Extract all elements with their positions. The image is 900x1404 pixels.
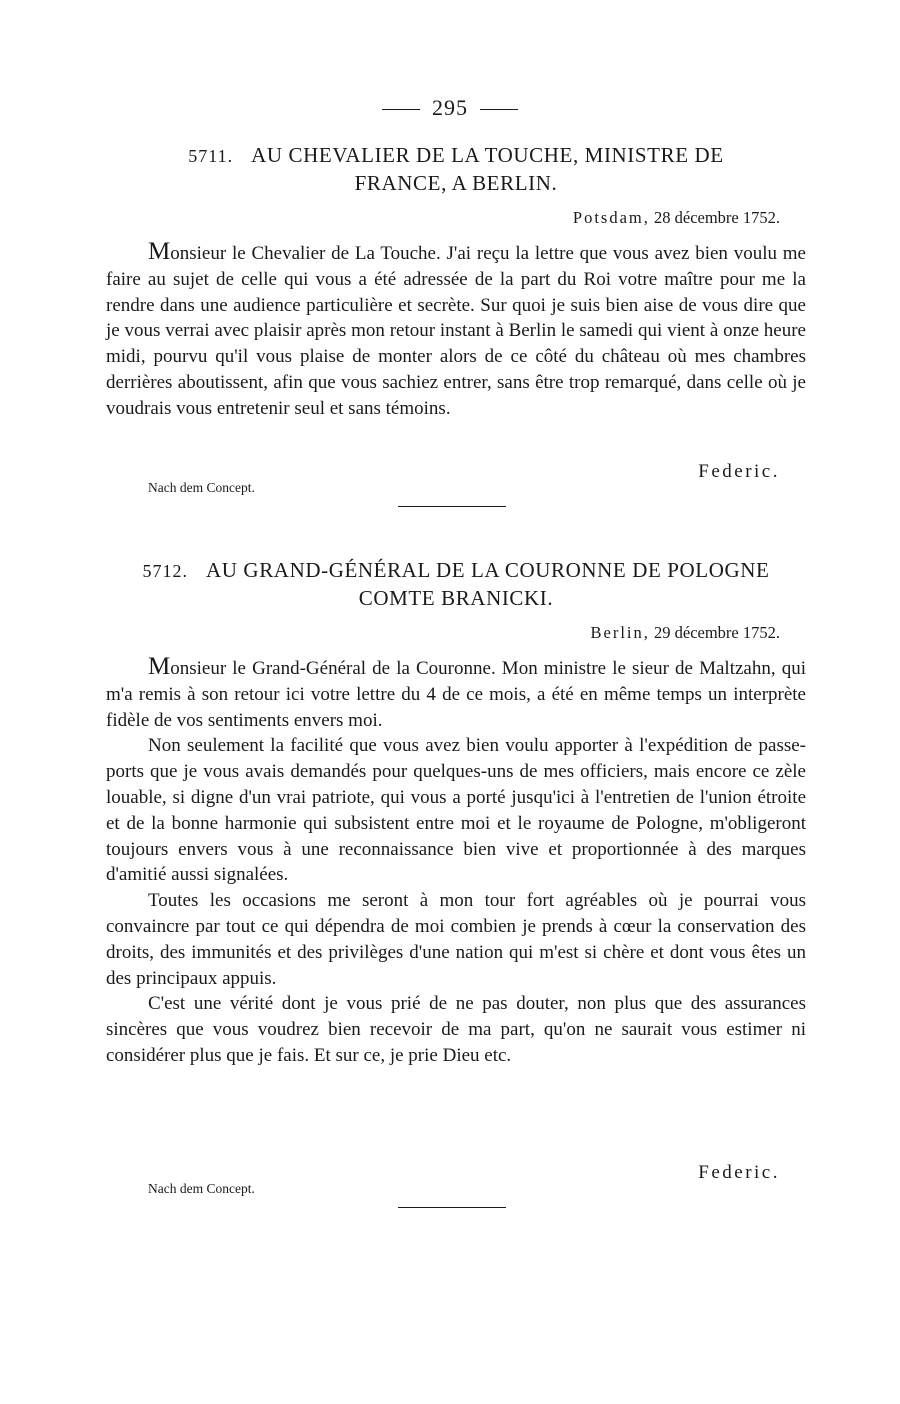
page-number-dash-left — [382, 109, 420, 110]
initial-letter: M — [148, 653, 171, 680]
initial-letter: M — [148, 238, 171, 265]
section-divider — [398, 1207, 506, 1208]
letter-heading-line-1 — [106, 557, 806, 585]
letter-heading-line-2: FRANCE, A BERLIN. — [354, 171, 558, 195]
paragraph-text: onsieur le Chevalier de La Touche. J'ai reçu la lettre que vous avez bien voulu me faire au sujet de celle qui vous a été adressée de la part du Roi votre maître pour me la rendre dans une audience particulière et secrète. Sur quoi je suis bien aise de vous dire que je vous verrai avec plaisir après mon retour instant à Berlin le samedi qui vient à onze heure midi, pourvu qu'il vous plaise de monter alors de ce côté du château où mes chambres derrières aboutissent, afin que vous sachiez entrer, sans être trop remarqué, dans celle où je voudrais vous entretenir seul et sans témoins. — [106, 243, 806, 419]
page-number-value: 295 — [432, 95, 468, 120]
letter-place: Potsdam, — [572, 208, 650, 227]
letter-body — [106, 239, 806, 422]
letter-number: 5712. — [142, 561, 189, 581]
page-number-dash-right — [480, 109, 518, 110]
letter-date: 29 décembre 1752. — [654, 623, 780, 642]
letter-dateline — [573, 208, 780, 228]
letter-heading-text: AU CHEVALIER DE LA TOUCHE, MINISTRE DE — [251, 143, 724, 167]
letter-number: 5711. — [188, 146, 234, 166]
letter-place: Berlin, — [590, 623, 650, 642]
page-number — [0, 95, 900, 121]
letter-source-note: Nach dem Concept. — [148, 1181, 255, 1196]
letter-paragraph: C'est une vérité dont je vous prié de ne pas douter, non plus que des assurances sincères que vous voudrez bien recevoir de ma part, qu'on ne saurait vous estimer ni considérer plus que je fais. Et sur ce, je prie Dieu etc. — [106, 993, 806, 1066]
letter-heading — [106, 142, 806, 197]
letter-signature: Federic. — [698, 1162, 780, 1183]
letter-paragraph — [106, 654, 806, 733]
letter-source-note: Nach dem Concept. — [148, 480, 255, 495]
letter-body — [106, 654, 806, 1069]
letter-paragraph — [106, 239, 806, 422]
paragraph-text: onsieur le Grand-Général de la Couronne. Mon ministre le sieur de Maltzahn, qui m'a remis à son retour ici votre lettre du 4 de ce mois, a été en même temps un interprète fidèle de vos sentiments envers moi. — [106, 658, 806, 731]
letter-heading-line-1 — [106, 142, 806, 170]
letter-heading-text: AU GRAND-GÉNÉRAL DE LA COURONNE DE POLOGNE — [206, 558, 770, 582]
letter-heading-line-2: COMTE BRANICKI. — [358, 586, 554, 610]
letter-dateline — [591, 623, 781, 643]
letter-signature: Federic. — [698, 461, 780, 482]
letter-paragraph: Non seulement la facilité que vous avez bien voulu apporter à l'expédition de passe-ports que je vous avais demandés pour quelques-uns de mes officiers, mais encore ce zèle louable, si digne d'un vrai patriote, qui vous a porté jusqu'ici à l'entretien de l'union étroite et de la bonne harmonie qui subsistent entre moi et le royaume de Pologne, m'obligeront toujours envers vous à une reconnaissance bien vive et proportionnée à des marques d'amitié aussi signalées. — [106, 735, 806, 886]
letter-date: 28 décembre 1752. — [654, 208, 780, 227]
letter-paragraph: Toutes les occasions me seront à mon tour fort agréables où je pourrai vous convaincre par tout ce qui dépendra de moi combien je prends à cœur la conservation des droits, des immunités et des privilèges d'une nation qui m'est si chère et dont vous êtes un des principaux appuis. — [106, 890, 806, 989]
section-divider — [398, 506, 506, 507]
letter-heading — [106, 557, 806, 612]
